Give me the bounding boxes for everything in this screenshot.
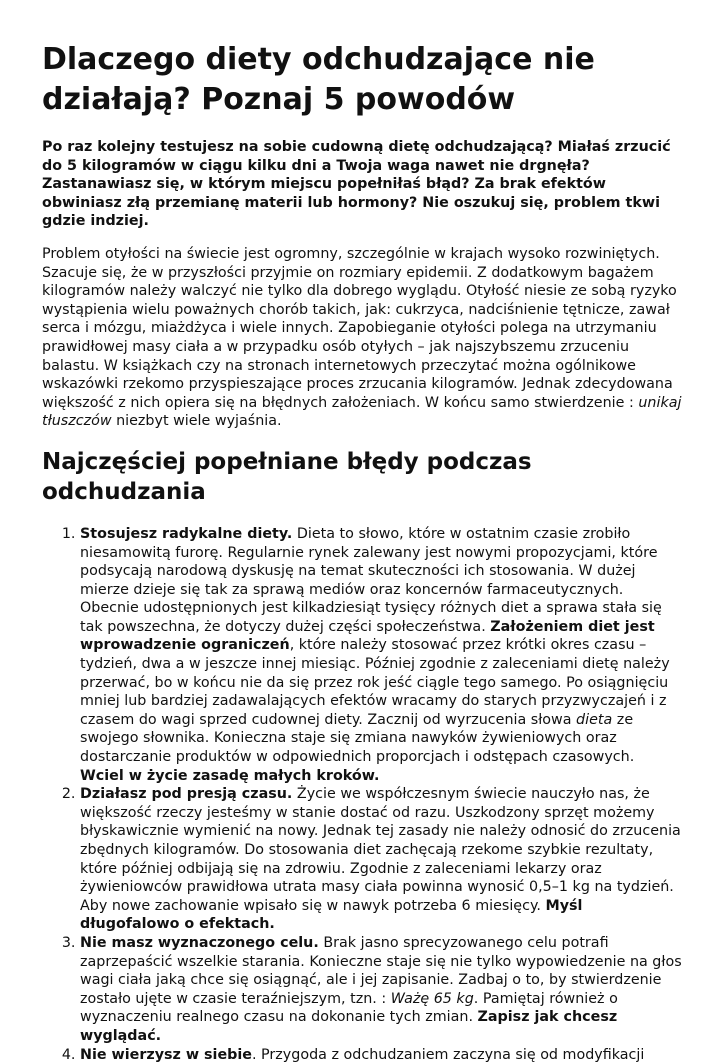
item-text: , które należy stosować przez krótki okres czasu – tydzień, dwa a w jeszcze innej miesiąc. Później zgodnie z zaleceniami dietę należy przerwać, bo w końcu nie da się przez rok jeść ciągle tego samego. Po osiągnięciu mniej lub bardziej zadawalających efektów wracamy do starych przyzwyczajeń i z czasem do wagi sprzed cudownej diety. Zacznij od wyrzucenia słowa	[80, 637, 670, 728]
item-heading: Stosujesz radykalne diety.	[80, 525, 293, 542]
list-item	[80, 934, 682, 1046]
item-text: ze swojego słownika. Konieczna staje się zmiana nawyków żywieniowych oraz dostarczanie produktów w odpowiednich proporcjach i odstępach czasowych.	[80, 711, 635, 766]
item-text: . Przygoda z odchudzaniem zaczyna się od modyfikacji	[251, 1046, 645, 1063]
item-text: Życie we współczesnym świecie nauczyło nas, że większość rzeczy jesteśmy w stanie dostać od razu. Uszkodzony sprzęt możemy błyskawicznie wymienić na nowy. Jednak tej zasady nie należy odnosić do zrzucenia zbędnych kilogramów. Do stosowania diet zachęcają rzekome szybkie rezultaty, które później odbijają się na zdrowiu. Zgodnie z zaleceniami lekarzy oraz żywieniowców prawidłowa utrata masy ciała powinna wynosić 0,5–1 kg na tydzień. Aby nowe zachowanie wpisało się w nawyk potrzeba 6 miesięcy.	[80, 786, 681, 914]
item-conclusion: Myśl długofalowo o efektach.	[80, 897, 583, 933]
item-heading: Nie masz wyznaczonego celu.	[80, 934, 319, 951]
mistakes-list	[42, 525, 682, 1064]
item-conclusion: Wciel w życie zasadę małych kroków.	[80, 767, 380, 784]
section-heading: Najczęściej popełniane błędy podczas odchudzania	[42, 448, 532, 505]
intro-paragraph	[42, 245, 682, 431]
intro-italic: unikaj tłuszczów	[42, 394, 682, 430]
item-heading: Nie wierzysz w siebie	[80, 1046, 252, 1063]
item-italic: Ważę 65 kg	[390, 990, 474, 1007]
item-conclusion: Zapisz jak chcesz wyglądać.	[80, 1009, 618, 1044]
item-text: Brak jasno sprecyzowanego celu potrafi zaprzepaścić wszelkie starania. Konieczne staje się nie tylko wypowiedzenie na głos wagi ciała jaką chce się osiągnąć, ale i jej zapisanie. Zadbaj o to, by stwierdzenie zostało ujęte w czasie teraźniejszym, tzn. :	[80, 934, 682, 1007]
item-italic: dieta	[576, 711, 613, 728]
article-lead: Po raz kolejny testujesz na sobie cudowną dietę odchudzającą? Miałaś zrzucić do 5 kilogramów w ciągu kilku dni a Twoja waga nawet nie drgnęła? Zastanawiasz się, w którym miejscu popełniłaś błąd? Za brak efektów obwiniasz złą przemianę materii lub hormony? Nie oszukuj się, problem tkwi gdzie indziej.	[42, 139, 671, 230]
list-item	[80, 525, 682, 785]
item-emphasis: Założeniem diet jest wprowadzenie ograniczeń	[80, 618, 655, 654]
list-item	[80, 1046, 682, 1064]
intro-end: niezbyt wiele wyjaśnia.	[111, 413, 282, 430]
item-text: Dieta to słowo, które w ostatnim czasie zrobiło niesamowitą furorę. Regularnie rynek zalewany jest nowymi propozycjami, które podsycają narodową dyskusję na temat skuteczności ich stosowania. W dużej mierze dzieje się tak za sprawą mediów oraz koncernów farmaceutycznych. Obecnie udostępnionych jest kilkadziesiąt tysięcy różnych diet a sprawa stała się tak powszechna, że dotyczy dużej części społeczeństwa.	[80, 525, 662, 635]
item-heading: Działasz pod presją czasu.	[80, 786, 293, 803]
intro-text: Problem otyłości na świecie jest ogromny, szczególnie w krajach wysoko rozwiniętych. Szacuje się, że w przyszłości przyjmie on rozmiary epidemii. Z dodatkowym bagażem kilogramów należy walczyć nie tylko dla dobrego wyglądu. Otyłość niesie ze sobą ryzyko wystąpienia wielu poważnych chorób takich, jak: cukrzyca, nadciśnienie tętnicze, zawał serca i mózgu, miażdżyca i wiele innych. Zapobieganie otyłości polega na utrzymaniu prawidłowej masy ciała a w przypadku osób otyłych – jak najszybszemu zrzuceniu balastu. W książkach czy na stronach internetowych przeczytać można ogólnikowe wskazówki rzekomo przyspieszające proces zrzucania kilogramów. Jednak zdecydowana większość z nich opiera się na błędnych założeniach. W końcu samo stwierdzenie :	[42, 245, 677, 411]
article-title: Dlaczego diety odchudzające nie działają? Poznaj 5 powodów	[42, 42, 595, 117]
list-item	[80, 785, 682, 934]
item-text: . Pamiętaj również o wyznaczeniu realnego czasu na dokonanie tych zmian.	[80, 990, 618, 1026]
